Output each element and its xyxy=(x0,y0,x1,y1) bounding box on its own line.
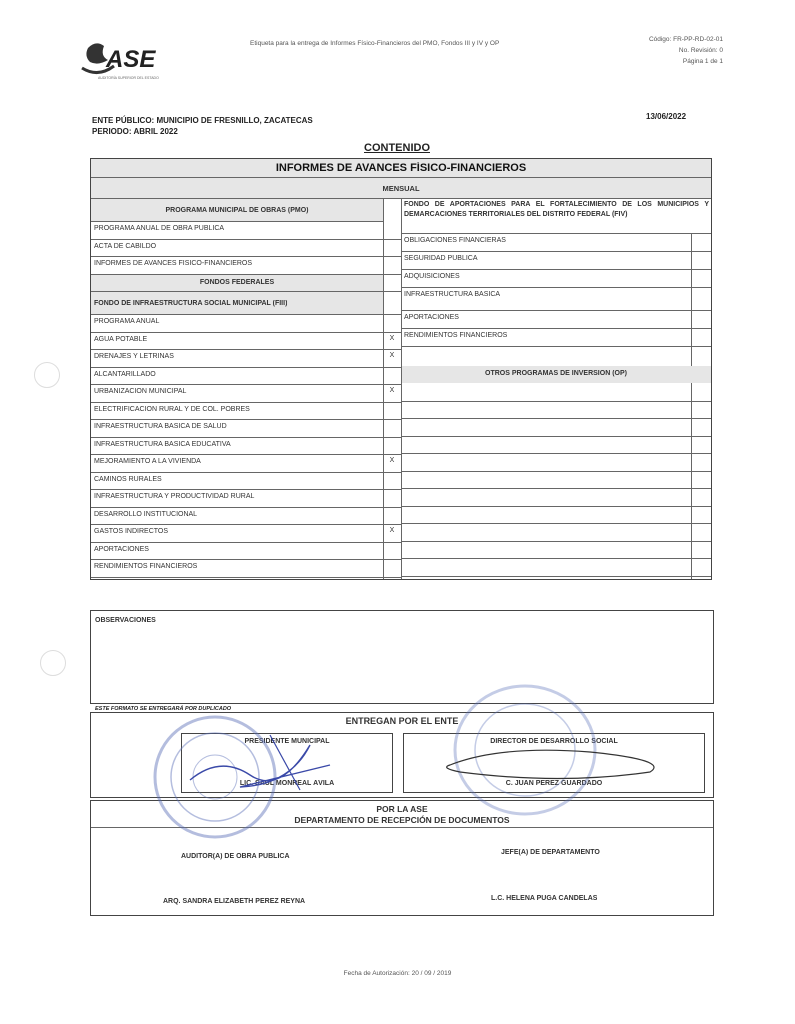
document-date: 13/06/2022 xyxy=(646,112,687,121)
jefe-role: JEFE(A) DE DEPARTAMENTO xyxy=(501,849,600,856)
hole-punch-top xyxy=(34,362,60,388)
fiii-row-mark[interactable]: X xyxy=(389,527,395,534)
fondos-federales-header: FONDOS FEDERALES xyxy=(199,278,275,286)
logo-subtext: AUDITORÍA SUPERIOR DEL ESTADO xyxy=(98,76,159,80)
informes-table xyxy=(90,158,712,580)
signature-left-icon xyxy=(180,725,340,795)
recepcion-title: DEPARTAMENTO DE RECEPCIÓN DE DOCUMENTOS xyxy=(294,815,510,825)
observaciones-label: OBSERVACIONES xyxy=(95,617,156,624)
fiii-row-label: ALCANTARILLADO xyxy=(94,370,156,378)
logo-text: ASE xyxy=(106,46,156,73)
fiii-row-label: CAMINOS RURALES xyxy=(94,475,162,483)
fiii-row-label: ELECTRIFICACION RURAL Y DE COL. POBRES xyxy=(94,405,250,413)
contenido-heading: CONTENIDO xyxy=(364,142,430,154)
fiii-row-label: INFRAESTRUCTURA BASICA EDUCATIVA xyxy=(94,440,231,448)
pmo-row-label: ACTA DE CABILDO xyxy=(94,242,157,250)
pmo-row-label: INFORMES DE AVANCES FISICO-FINANCIEROS xyxy=(94,260,253,267)
observaciones-box xyxy=(90,610,714,704)
presidente-role: PRESIDENTE MUNICIPAL xyxy=(244,738,330,745)
fiii-row-mark[interactable]: X xyxy=(389,352,395,359)
fiii-row-label: URBANIZACION MUNICIPAL xyxy=(94,388,187,395)
document-code: Código: FR-PP-RD-02-01 xyxy=(648,36,723,43)
fiii-row-label: RENDIMIENTOS FINANCIEROS xyxy=(94,563,198,570)
fiii-row-label: MEJORAMIENTO A LA VIVIENDA xyxy=(94,458,201,465)
presidente-name: LIC. SAÚL MONREAL ÁVILA xyxy=(239,780,335,787)
fiii-row-mark[interactable]: X xyxy=(389,334,395,342)
director-role: DIRECTOR DE DESARROLLO SOCIAL xyxy=(490,738,618,745)
fiii-row-label: GASTOS INDIRECTOS xyxy=(94,528,169,535)
auditor-name: ARQ. SANDRA ELIZABETH PEREZ REYNA xyxy=(163,898,306,905)
fiv-row-label: OBLIGACIONES FINANCIERAS xyxy=(404,237,506,244)
fiv-row-label: ADQUISICIONES xyxy=(404,273,460,280)
fiii-row-label: DESARROLLO INSTITUCIONAL xyxy=(94,510,198,518)
authorization-date: Fecha de Autorización: 20 / 09 / 2019 xyxy=(343,970,452,977)
op-header: OTROS PROGRAMAS DE INVERSIÓN (OP) xyxy=(485,370,627,377)
fiii-row-label: INFRAESTRUCTURA BASICA DE SALUD xyxy=(94,423,227,430)
ase-logo xyxy=(78,38,168,92)
ente-publico: ENTE PÚBLICO: MUNICIPIO DE FRESNILLO, ZACATECAS xyxy=(92,116,313,125)
document-title: Etiqueta para la entrega de Informes Físico-Financieros del PMO, Fondos III y IV y OP xyxy=(250,40,500,47)
fiii-row-label: APORTACIONES xyxy=(94,545,149,553)
table-title: INFORMES DE AVANCES FÍSICO-FINANCIEROS xyxy=(275,162,527,174)
pmo-row-label: PROGRAMA ANUAL DE OBRA PÚBLICA xyxy=(94,225,225,232)
periodo: PERIODO: ABRIL 2022 xyxy=(92,127,178,136)
fiii-header: FONDO DE INFRAESTRUCTURA SOCIAL MUNICIPAL (FIII) xyxy=(94,300,288,307)
fiii-row-mark[interactable]: X xyxy=(389,457,395,464)
jefe-name: L.C. HELENA PUGA CANDELAS xyxy=(491,895,598,902)
fiii-row-mark[interactable]: X xyxy=(389,387,395,394)
duplicado-note: ESTE FORMATO SE ENTREGARÁ POR DUPLICADO xyxy=(95,706,232,712)
fiv-row-label: APORTACIONES xyxy=(404,314,459,321)
hole-punch-bottom xyxy=(40,650,66,676)
fiv-row-label: SEGURIDAD PUBLICA xyxy=(404,255,478,262)
fiv-row-label: RENDIMIENTOS FINANCIEROS xyxy=(404,332,508,339)
document-revision: No. Revisión: 0 xyxy=(678,47,723,54)
fiv-header: FONDO DE APORTACIONES PARA EL FORTALECIMIENTO DE LOS MUNICIPIOS Y DEMARCACIONES TERRITORIALES DEL DISTRITO FEDERAL (FIV) xyxy=(404,201,709,218)
ase-title: POR LA ASE xyxy=(376,804,428,814)
pmo-header: PROGRAMA MUNICIPAL DE OBRAS (PMO) xyxy=(165,207,309,214)
director-name: C. JUAN PÉREZ GUARDADO xyxy=(505,780,603,787)
fiii-row-label: DRENAJES Y LETRINAS xyxy=(94,353,174,360)
signature-right-icon xyxy=(440,740,680,790)
document-page: Página 1 de 1 xyxy=(682,58,723,65)
entregan-title: ENTREGAN POR EL ENTE xyxy=(345,716,459,726)
fiii-row-label: INFRAESTRUCTURA Y PRODUCTIVIDAD RURAL xyxy=(94,493,255,500)
fiv-row-label: INFRAESTRUCTURA BASICA xyxy=(404,291,501,298)
fiii-row-label: PROGRAMA ANUAL xyxy=(94,318,160,325)
fiii-row-label: AGUA POTABLE xyxy=(94,335,148,343)
mensual-label: MENSUAL xyxy=(382,184,420,193)
auditor-role: AUDITOR(A) DE OBRA PÚBLICA xyxy=(181,853,290,860)
